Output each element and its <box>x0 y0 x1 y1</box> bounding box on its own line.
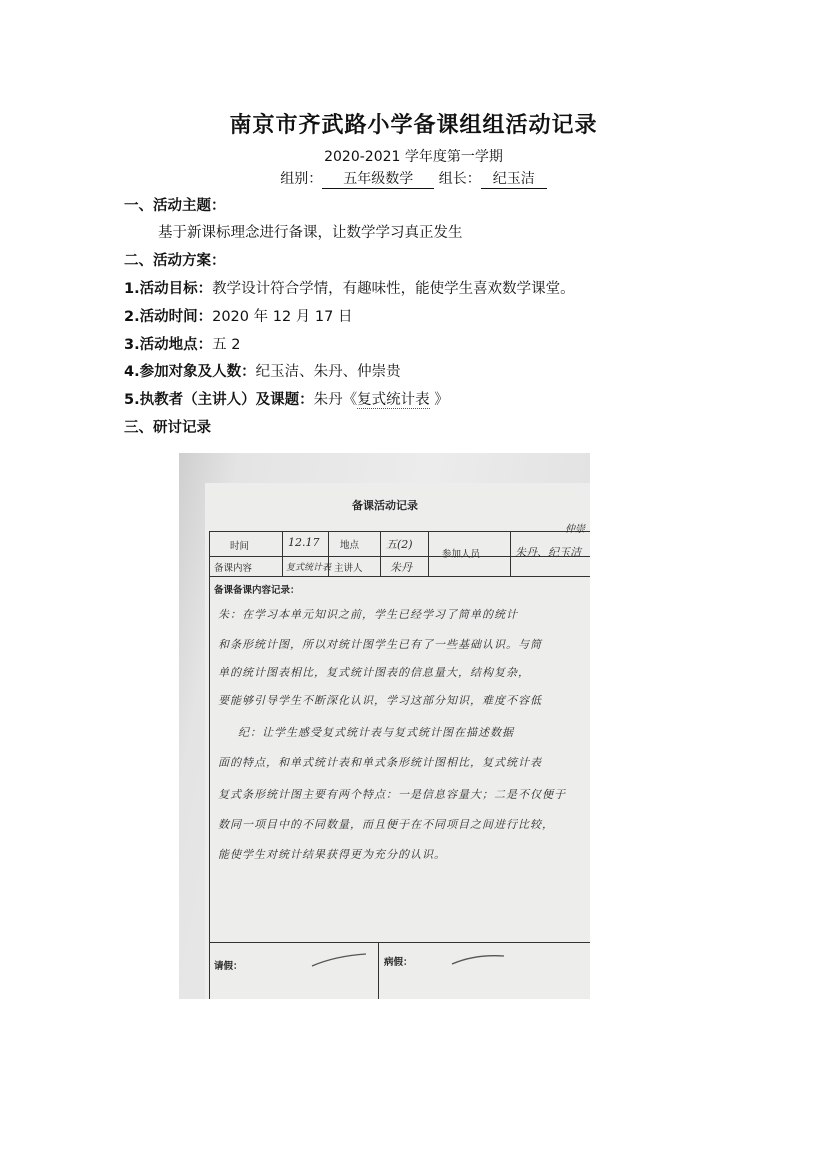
item-goal: 1.活动目标：教学设计符合学情，有趣味性，能使学生喜欢数学课堂。 <box>124 281 575 297</box>
hw-line: 复式条形统计图主要有两个特点：一是信息容量大；二是不仅便于 <box>218 788 566 801</box>
hw-participants: 朱丹、纪玉洁 <box>515 546 581 559</box>
label-content: 备课内容 <box>214 563 253 574</box>
label-time: 时间 <box>230 541 250 552</box>
course-title: 复式统计表 <box>357 392 430 408</box>
sheet-title: 备课活动记录 <box>352 499 418 512</box>
hw-line: 数同一项目中的不同数量，而且便于在不同项目之间进行比较， <box>218 818 554 831</box>
hw-line: 要能够引导学生不断深化认识，学习这部分知识，难度不容低 <box>218 694 542 707</box>
hw-line: 面的特点，和单式统计表和单式条形统计图相比，复式统计表 <box>218 756 542 769</box>
item-participants: 4.参加对象及人数：纪玉洁、朱丹、仲崇贵 <box>124 364 401 380</box>
record-table <box>209 524 590 999</box>
item-place: 3.活动地点：五 2 <box>124 337 241 353</box>
group-label: 组别： <box>280 171 323 187</box>
hw-place: 五(2) <box>386 538 413 551</box>
leader-value: 纪玉洁 <box>481 171 547 189</box>
label-leave: 请假： <box>214 961 243 972</box>
leader-label: 组长： <box>438 171 481 187</box>
hw-line: 朱：在学习本单元知识之前，学生已经学习了简单的统计 <box>218 608 518 621</box>
label-speaker: 主讲人 <box>334 563 363 574</box>
label-record: 备课备课内容记录： <box>214 585 300 596</box>
section-3-heading: 三、研讨记录 <box>124 420 211 436</box>
document-title: 南京市齐武路小学备课组组活动记录 <box>229 112 598 138</box>
record-sheet <box>205 483 590 999</box>
signature-stroke <box>310 950 370 970</box>
section-1-heading: 一、活动主题： <box>124 198 226 214</box>
hw-line: 纪：让学生感受复式统计表与复式统计图在描述数据 <box>238 726 514 739</box>
term-line: 2020-2021 学年度第一学期 <box>324 149 503 165</box>
section-1-body: 基于新课标理念进行备课，让数学学习真正发生 <box>158 225 463 241</box>
item-time: 2.活动时间：2020 年 12 月 17 日 <box>124 309 353 325</box>
hw-participants-top: 仲崇 <box>565 524 585 535</box>
signature-stroke <box>450 950 510 970</box>
hw-line: 能使学生对统计结果获得更为充分的认识。 <box>218 848 446 861</box>
label-participants: 参加人员 <box>442 549 481 560</box>
record-photo <box>179 453 590 999</box>
hw-speaker: 朱丹 <box>390 561 412 574</box>
hw-time: 12.17 <box>288 536 320 549</box>
label-sick: 病假： <box>384 957 413 968</box>
hw-line: 单的统计图表相比，复式统计图表的信息量大，结构复杂， <box>218 666 530 679</box>
label-place: 地点 <box>340 540 360 551</box>
item-speaker-course: 5.执教者（主讲人）及课题：朱丹《复式统计表 》 <box>124 392 449 408</box>
group-value: 五年级数学 <box>322 171 434 189</box>
hw-content: 复式统计表 <box>286 563 332 573</box>
hw-line: 和条形统计图，所以对统计图学生已有了一些基础认识。与简 <box>218 638 542 651</box>
section-2-heading: 二、活动方案： <box>124 253 226 269</box>
group-line <box>0 168 827 189</box>
